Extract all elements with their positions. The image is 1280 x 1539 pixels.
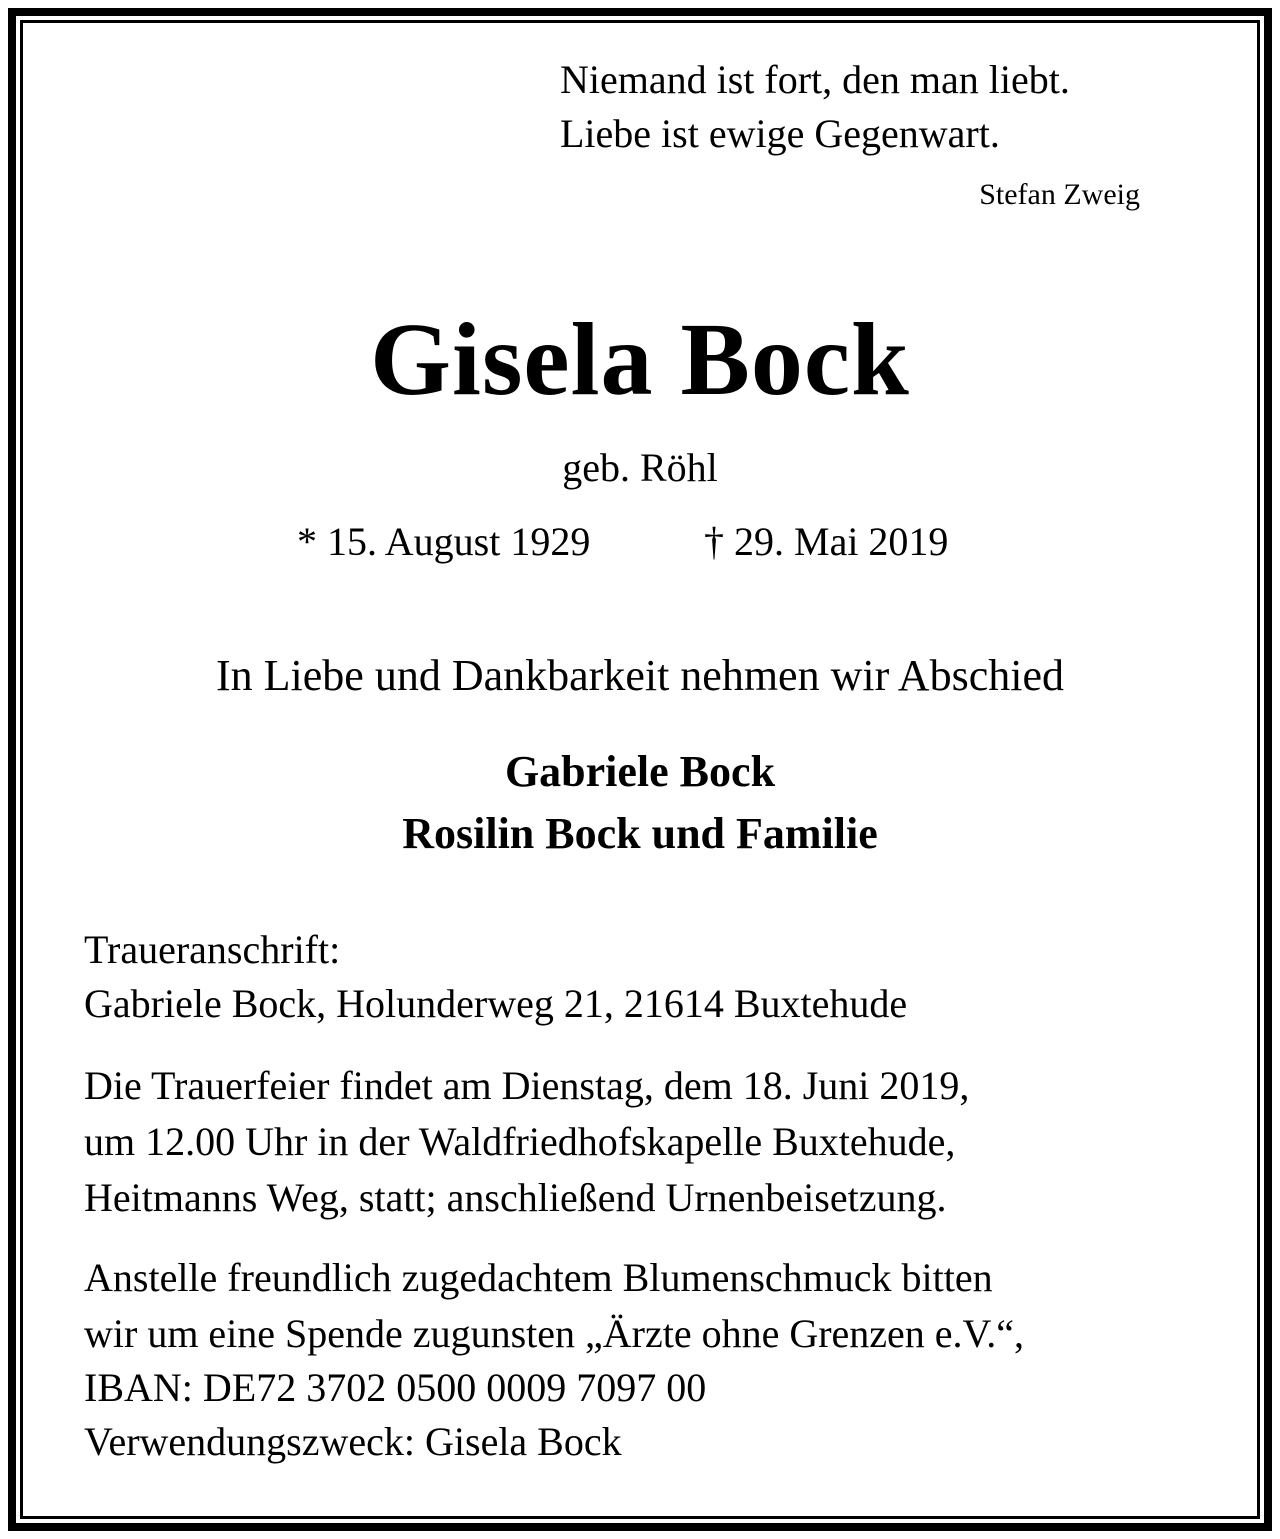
funeral-info-line: um 12.00 Uhr in der Waldfriedhofskapelle Buxtehude, [84, 1119, 956, 1164]
mourning-address-label: Traueranschrift: [84, 927, 341, 972]
quote-line-2: Liebe ist ewige Gegenwart. [560, 111, 1000, 156]
maiden-name: geb. Röhl [562, 445, 718, 490]
donation-purpose: Verwendungszweck: Gisela Bock [84, 1419, 622, 1464]
donation-iban: IBAN: DE72 3702 0500 0009 7097 00 [84, 1365, 707, 1410]
mourner-name: Rosilin Bock und Familie [402, 809, 878, 858]
donation-info-line: Anstelle freundlich zugedachtem Blumenschmuck bitten [84, 1255, 993, 1300]
quote-line-1: Niemand ist fort, den man liebt. [560, 57, 1070, 102]
birth-date: * 15. August 1929 [297, 519, 591, 564]
funeral-info-line: Die Trauerfeier findet am Dienstag, dem 18. Juni 2019, [84, 1063, 970, 1108]
farewell-text: In Liebe und Dankbarkeit nehmen wir Abschied [216, 651, 1064, 700]
death-date: † 29. Mai 2019 [704, 519, 949, 564]
quote-author: Stefan Zweig [979, 178, 1140, 211]
deceased-name: Gisela Bock [370, 302, 910, 417]
donation-info-line: wir um eine Spende zugunsten „Ärzte ohne Grenzen e.V.“, [84, 1311, 1025, 1356]
funeral-info-line: Heitmanns Weg, statt; anschließend Urnenbeisetzung. [84, 1175, 947, 1220]
mourner-name: Gabriele Bock [504, 747, 776, 796]
mourning-address: Gabriele Bock, Holunderweg 21, 21614 Buxtehude [84, 981, 908, 1026]
